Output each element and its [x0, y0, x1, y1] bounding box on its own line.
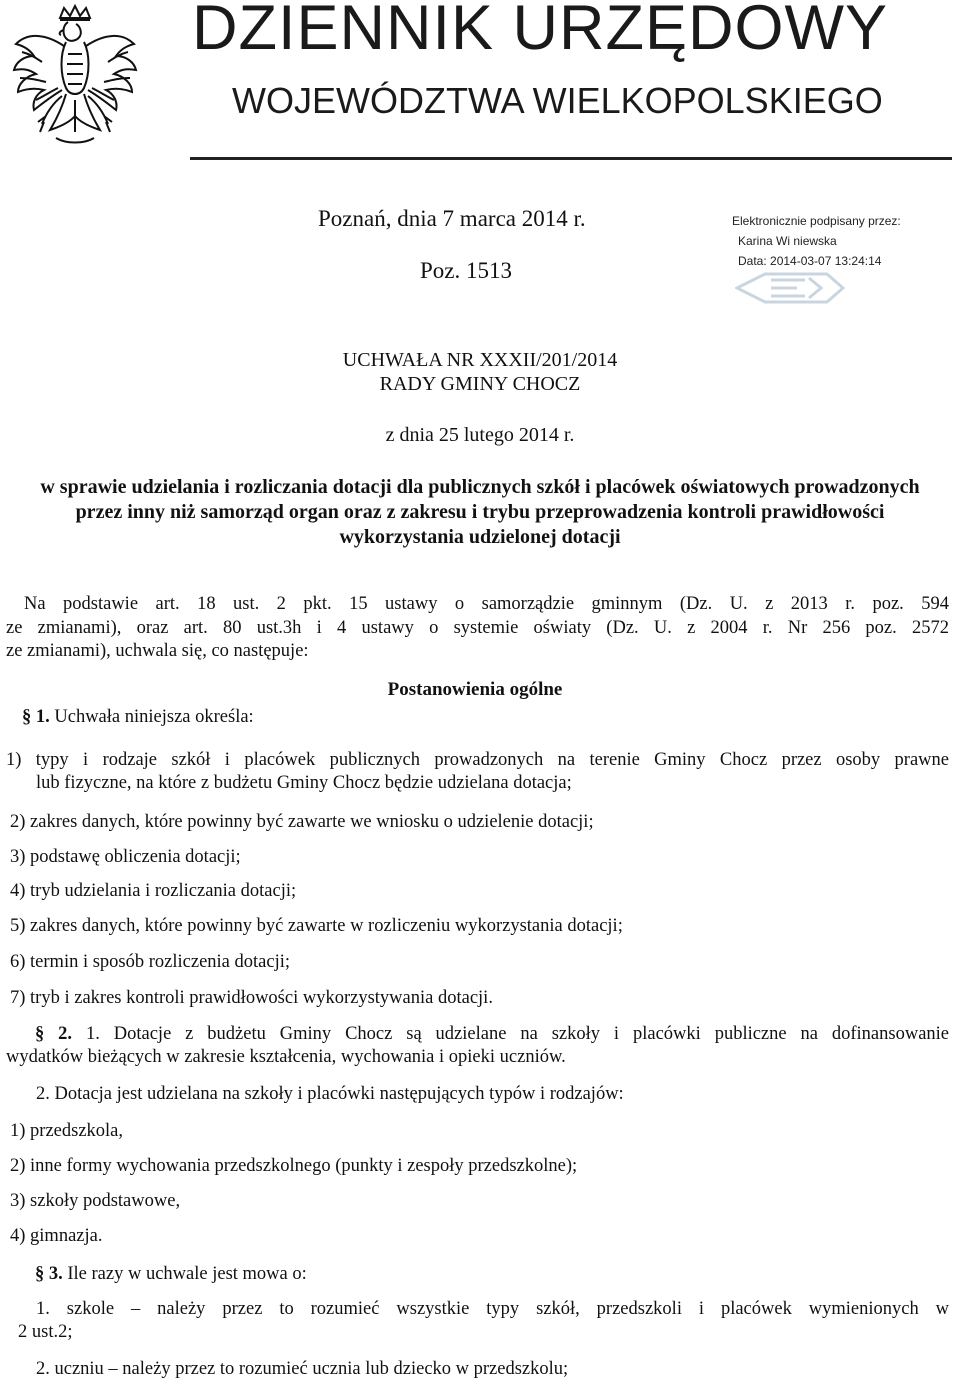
resolution-council: RADY GMINY CHOCZ [379, 373, 581, 395]
publication-date: Poznań, dnia 7 marca 2014 r. [318, 206, 586, 231]
item-text: typy i rodzaje szkół i placówek publicznych prowadzonych na terenie Gminy Chocz przez osoby prawne [35, 750, 949, 770]
item-number: 4) [10, 1226, 26, 1246]
position-number: Poz. 1513 [420, 258, 512, 283]
preamble-cont [6, 617, 949, 663]
item-text: zakres danych, które powinny być zawarte we wniosku o udzielenie dotacji; [30, 812, 594, 832]
signature-seal-icon [735, 268, 845, 308]
s2-p1-line: wydatków bieżących w zakresie kształcenia, wychowania i opieki uczniów. [6, 1047, 566, 1067]
s3-item-line: 2 ust.2; [18, 1322, 73, 1342]
item-number: 3) [10, 847, 26, 867]
item-number: 1) [6, 750, 22, 770]
list-item [10, 811, 594, 834]
item-text: tryb i zakres kontroli prawidłowości wykorzystywania dotacji. [30, 988, 493, 1008]
list-item [10, 915, 623, 938]
journal-subtitle: WOJEWÓDZTWA WIELKOPOLSKIEGO [232, 80, 883, 121]
white-eagle-emblem-icon [6, 4, 144, 162]
s2-paragraph-1 [35, 1023, 949, 1046]
paragraph-mark: § 2. [35, 1024, 73, 1044]
item-text: szkoły podstawowe, [30, 1191, 181, 1211]
item-text: inne formy wychowania przedszkolnego (punkty i zespoły przedszkolne); [30, 1156, 578, 1176]
item-text: przedszkola, [30, 1121, 124, 1141]
list-item-cont: lub fizyczne, na które z budżetu Gminy Chocz będzie udzielana dotacja; [36, 773, 572, 793]
resolution-title [0, 348, 960, 396]
item-number: 2) [10, 812, 26, 832]
item-text: tryb udzielania i rozliczania dotacji; [30, 881, 297, 901]
s3-item-2: 2. uczniu – należy przez to rozumieć ucznia lub dziecko w przedszkolu; [36, 1359, 569, 1379]
item-number: 6) [10, 952, 26, 972]
signer-name: Karina Wi niewska [738, 234, 837, 248]
list-item [10, 880, 296, 903]
journal-title: DZIENNIK URZĘDOWY [192, 0, 889, 63]
s2-paragraph-2: 2. Dotacja jest udzielana na szkoły i placówki następujących typów i rodzajów: [36, 1084, 624, 1104]
s2-p1-line: 1. Dotacje z budżetu Gminy Chocz są udzielane na szkoły i placówki publiczne na dofinansowanie [85, 1024, 950, 1044]
item-number: 5) [10, 916, 26, 936]
preamble-line: Na podstawie art. 18 ust. 2 pkt. 15 ustawy o samorządzie gminnym (Dz. U. z 2013 r. poz. 594 [24, 594, 949, 614]
electronic-signature-block [732, 214, 901, 274]
resolution-subject [20, 475, 940, 550]
s1-intro-text: Uchwała niniejsza określa: [54, 707, 254, 727]
section-heading: Postanowienia ogólne [387, 679, 563, 700]
s1-intro [22, 706, 254, 729]
preamble-line: ze zmianami), oraz art. 80 ust.3h i 4 ustawy o systemie oświaty (Dz. U. z 2004 r. Nr 256 poz. 2572 [6, 618, 949, 638]
item-number: 3) [10, 1191, 26, 1211]
signature-date: Data: 2014-03-07 13:24:14 [738, 254, 882, 268]
item-number: 7) [10, 988, 26, 1008]
header-divider [190, 157, 952, 160]
list-item [10, 1225, 102, 1248]
item-number: 4) [10, 881, 26, 901]
s3-item-1 [36, 1298, 949, 1321]
paragraph-mark: § 1. [22, 707, 50, 727]
subject-line: w sprawie udzielania i rozliczania dotacji dla publicznych szkół i placówek oświatowych prowadzonych [40, 476, 920, 498]
item-text: zakres danych, które powinny być zawarte w rozliczeniu wykorzystania dotacji; [30, 916, 623, 936]
item-text: gimnazja. [30, 1226, 103, 1246]
s3-item-line: 1. szkole – należy przez to rozumieć wszystkie typy szkół, przedszkoli i placówek wymienionych w [36, 1299, 949, 1319]
subject-line: wykorzystania udzielonej dotacji [339, 526, 621, 548]
item-text: podstawę obliczenia dotacji; [30, 847, 241, 867]
list-item [6, 749, 949, 772]
resolution-date: z dnia 25 lutego 2014 r. [385, 424, 575, 446]
signature-label: Elektronicznie podpisany przez: [732, 214, 901, 228]
list-item [10, 1155, 577, 1178]
paragraph-mark: § 3. [35, 1264, 63, 1284]
list-item [10, 846, 241, 869]
item-number: 2) [10, 1156, 26, 1176]
preamble [24, 593, 949, 616]
resolution-number: UCHWAŁA NR XXXII/201/2014 [342, 349, 618, 371]
s3-intro-text: Ile razy w uchwale jest mowa o: [67, 1264, 307, 1284]
item-text: termin i sposób rozliczenia dotacji; [30, 952, 290, 972]
subject-line: przez inny niż samorząd organ oraz z zakresu i trybu przeprowadzenia kontroli prawidłowości [75, 501, 885, 523]
list-item [10, 987, 493, 1010]
list-item [10, 1190, 180, 1213]
list-item [10, 951, 290, 974]
s3-intro [35, 1263, 307, 1286]
list-item [10, 1120, 123, 1143]
preamble-line: ze zmianami), uchwala się, co następuje: [6, 641, 309, 661]
item-number: 1) [10, 1121, 26, 1141]
